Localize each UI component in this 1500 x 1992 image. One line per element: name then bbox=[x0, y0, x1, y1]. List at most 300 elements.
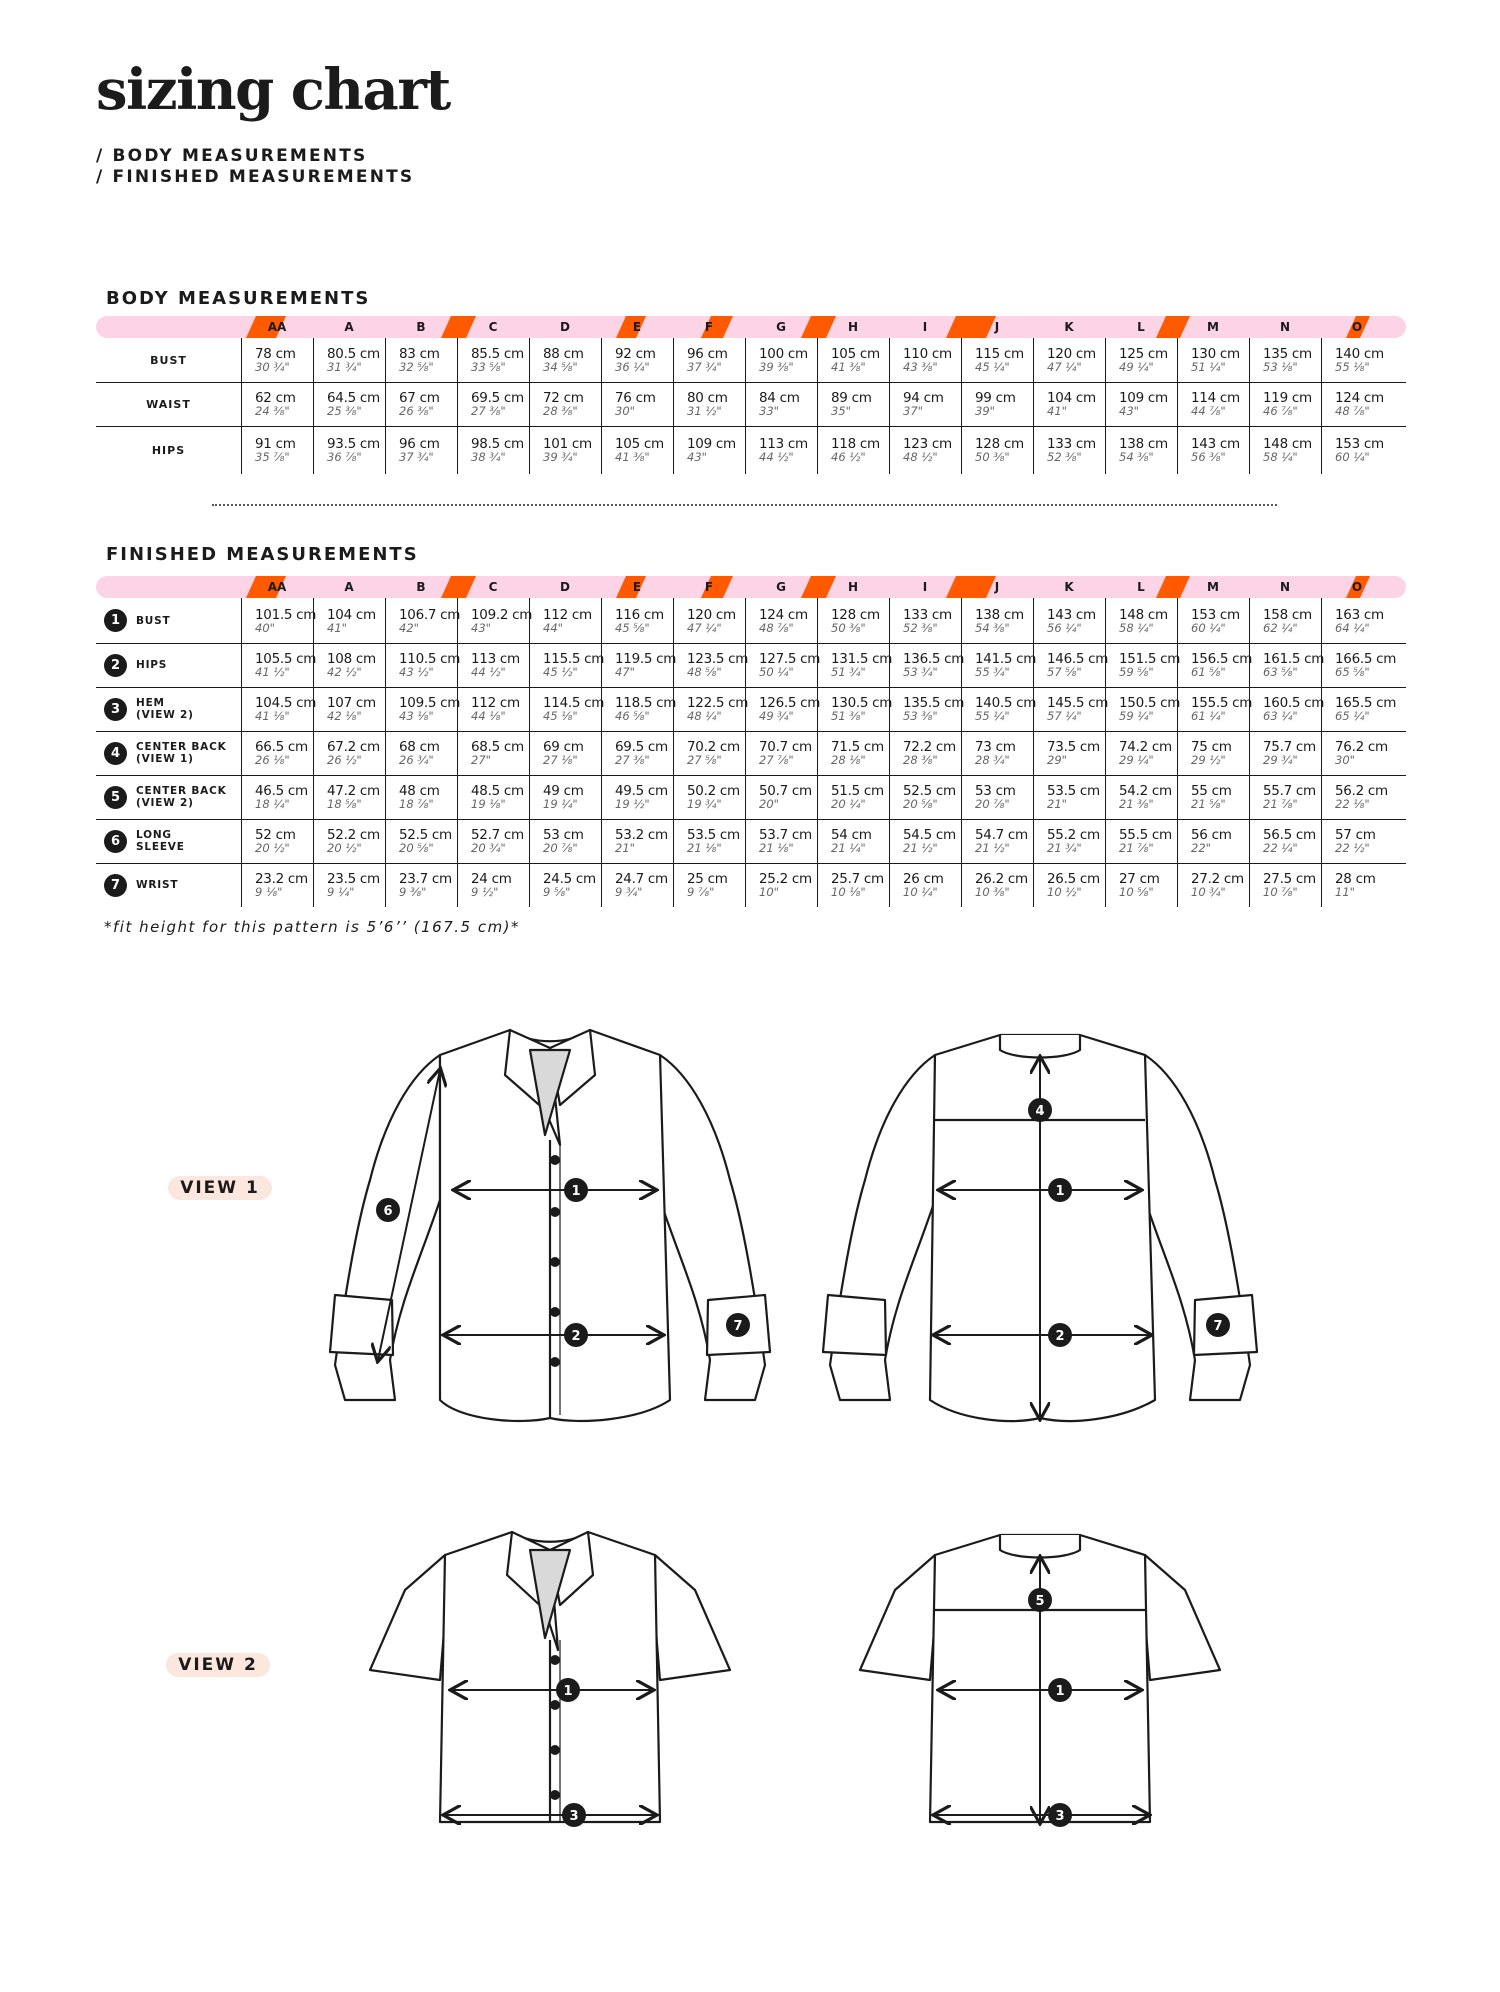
inch-value: 45 ⅝" bbox=[615, 620, 650, 635]
measurement-number-badge: 5 bbox=[104, 786, 127, 809]
inch-value: 26 ¾" bbox=[399, 753, 434, 767]
cm-value: 89 cm bbox=[831, 390, 872, 406]
cm-value: 47.2 cm bbox=[327, 783, 380, 799]
cm-value: 54 cm bbox=[831, 827, 872, 843]
subtitle-line: / FINISHED MEASUREMENTS bbox=[96, 167, 415, 187]
cm-value: 160.5 cm bbox=[1263, 695, 1325, 711]
cm-value: 119.5 cm bbox=[615, 651, 677, 667]
inch-value: 39 ¾" bbox=[543, 450, 578, 464]
cm-value: 56.2 cm bbox=[1335, 783, 1388, 799]
size-header-l: L bbox=[1137, 320, 1145, 334]
inch-value: 65 ⅝" bbox=[1335, 665, 1370, 679]
inch-value: 9 ⅝" bbox=[543, 885, 571, 899]
inch-value: 35 ⅞" bbox=[255, 450, 290, 464]
size-header-i: I bbox=[922, 580, 928, 594]
size-header-e: E bbox=[632, 580, 642, 594]
cm-value: 23.5 cm bbox=[327, 871, 380, 887]
cm-value: 110 cm bbox=[903, 346, 952, 362]
size-header-b: B bbox=[416, 580, 426, 594]
inch-value: 45 ⅛" bbox=[543, 709, 578, 723]
cm-value: 71.5 cm bbox=[831, 739, 884, 755]
inch-value: 41 ½" bbox=[255, 665, 290, 679]
row-label-text: HEM (VIEW 2) bbox=[136, 697, 194, 721]
cm-value: 110.5 cm bbox=[399, 651, 461, 667]
size-header-o: O bbox=[1351, 580, 1363, 594]
inch-value: 56 ⅜" bbox=[1191, 450, 1226, 464]
cm-value: 153 cm bbox=[1191, 606, 1240, 623]
cm-value: 93.5 cm bbox=[327, 436, 380, 452]
cm-value: 53.2 cm bbox=[615, 827, 668, 843]
inch-value: 44 ½" bbox=[759, 450, 794, 464]
inch-value: 21 ¾" bbox=[1047, 841, 1082, 855]
size-header-l: L bbox=[1137, 580, 1145, 594]
cm-value: 133 cm bbox=[1047, 436, 1096, 452]
inch-value: 32 ⅝" bbox=[399, 360, 434, 374]
inch-value: 41 ⅛" bbox=[255, 709, 290, 723]
cm-value: 141.5 cm bbox=[975, 651, 1037, 667]
inch-value: 21 ½" bbox=[975, 841, 1010, 855]
cm-value: 52.2 cm bbox=[327, 827, 380, 843]
cm-value: 155.5 cm bbox=[1191, 695, 1253, 711]
inch-value: 18 ⅞" bbox=[399, 797, 434, 811]
cm-value: 125 cm bbox=[1119, 346, 1168, 362]
subtitle-line: / BODY MEASUREMENTS bbox=[96, 146, 368, 166]
size-header-j: J bbox=[994, 320, 1000, 334]
inch-value: 51 ¼" bbox=[1191, 360, 1226, 374]
cm-value: 140.5 cm bbox=[975, 695, 1037, 711]
view-1-label: VIEW 1 bbox=[168, 1176, 272, 1200]
cm-value: 76.2 cm bbox=[1335, 739, 1388, 755]
inch-value: 19 ¾" bbox=[687, 797, 722, 811]
size-header-b: B bbox=[416, 320, 426, 334]
cm-value: 55 cm bbox=[1191, 783, 1232, 799]
inch-value: 30" bbox=[1335, 753, 1355, 767]
svg-text:3: 3 bbox=[1055, 1809, 1065, 1824]
cm-value: 140 cm bbox=[1335, 346, 1384, 362]
cm-value: 26 cm bbox=[903, 871, 944, 887]
inch-value: 37 ¾" bbox=[399, 450, 434, 464]
cm-value: 131.5 cm bbox=[831, 651, 893, 667]
cm-value: 148 cm bbox=[1263, 436, 1312, 452]
cm-value: 75 cm bbox=[1191, 739, 1232, 755]
finished-section-title: FINISHED MEASUREMENTS bbox=[106, 544, 419, 565]
size-header-g: G bbox=[776, 320, 786, 334]
cm-value: 23.7 cm bbox=[399, 871, 452, 887]
inch-value: 50 ¼" bbox=[759, 665, 794, 679]
cm-value: 27.2 cm bbox=[1191, 871, 1244, 887]
inch-value: 52 ⅜" bbox=[903, 620, 938, 635]
inch-value: 58 ¼" bbox=[1119, 620, 1154, 635]
cm-value: 158 cm bbox=[1263, 606, 1312, 623]
inch-value: 20 ⅞" bbox=[543, 841, 578, 855]
cm-value: 49 cm bbox=[543, 783, 584, 799]
cm-value: 25.2 cm bbox=[759, 871, 812, 887]
cm-value: 27 cm bbox=[1119, 871, 1160, 887]
size-header-m: M bbox=[1207, 580, 1219, 594]
cm-value: 80 cm bbox=[687, 390, 728, 406]
size-header-m: M bbox=[1207, 320, 1219, 334]
inch-value: 47" bbox=[615, 665, 635, 679]
cm-value: 104.5 cm bbox=[255, 695, 317, 711]
size-header-n: N bbox=[1279, 580, 1291, 594]
inch-value: 29 ½" bbox=[1191, 753, 1226, 767]
marker-badge bbox=[1206, 1313, 1230, 1337]
inch-value: 9 ½" bbox=[471, 885, 499, 899]
inch-value: 21 ⅜" bbox=[1119, 797, 1154, 811]
inch-value: 20 ¼" bbox=[831, 797, 866, 811]
inch-value: 21 ⅝" bbox=[1191, 797, 1226, 811]
inch-value: 9 ⅜" bbox=[399, 885, 427, 899]
inch-value: 51 ¾" bbox=[831, 665, 866, 679]
inch-value: 19 ½" bbox=[615, 797, 650, 811]
cm-value: 138 cm bbox=[1119, 436, 1168, 452]
marker-badge bbox=[564, 1178, 588, 1202]
size-header-j: J bbox=[994, 580, 1000, 594]
cm-value: 96 cm bbox=[399, 436, 440, 452]
inch-value: 43 ⅛" bbox=[399, 709, 434, 723]
inch-value: 27 ⅞" bbox=[759, 753, 794, 767]
marker-badge bbox=[1048, 1678, 1072, 1702]
size-header-i: I bbox=[922, 320, 928, 334]
inch-value: 46 ⅞" bbox=[1263, 404, 1298, 418]
svg-text:7: 7 bbox=[733, 1319, 743, 1334]
size-header-a: A bbox=[344, 580, 354, 594]
inch-value: 20 ⅝" bbox=[903, 797, 938, 811]
cm-value: 161.5 cm bbox=[1263, 651, 1325, 667]
size-header-f: F bbox=[704, 320, 714, 334]
size-header-c: C bbox=[488, 580, 498, 594]
cm-value: 104 cm bbox=[1047, 390, 1096, 406]
cm-value: 105.5 cm bbox=[255, 651, 317, 667]
short-sleeve-left bbox=[370, 1555, 445, 1680]
inch-value: 63 ¼" bbox=[1263, 709, 1298, 723]
inch-value: 46 ½" bbox=[831, 450, 866, 464]
inch-value: 26 ⅛" bbox=[255, 753, 290, 767]
inch-value: 57 ¼" bbox=[1047, 709, 1082, 723]
view1-front-shirt bbox=[330, 1030, 770, 1421]
cm-value: 133 cm bbox=[903, 606, 952, 623]
inch-value: 44 ⅞" bbox=[1191, 404, 1226, 418]
cm-value: 120 cm bbox=[687, 606, 736, 623]
cm-value: 74.2 cm bbox=[1119, 739, 1172, 755]
size-header-n: N bbox=[1279, 320, 1291, 334]
cm-value: 80.5 cm bbox=[327, 346, 380, 362]
cm-value: 115 cm bbox=[975, 346, 1024, 362]
cm-value: 145.5 cm bbox=[1047, 695, 1109, 711]
cm-value: 52.7 cm bbox=[471, 827, 524, 843]
inch-value: 10 ⅛" bbox=[831, 885, 866, 899]
inch-value: 21" bbox=[615, 841, 635, 855]
inch-value: 37 ¾" bbox=[687, 360, 722, 374]
inch-value: 54 ⅜" bbox=[975, 620, 1010, 635]
inch-value: 20 ⅝" bbox=[399, 841, 434, 855]
cm-value: 72.2 cm bbox=[903, 739, 956, 755]
inch-value: 22 ½" bbox=[1335, 841, 1370, 855]
inch-value: 27 ⅜" bbox=[471, 404, 506, 418]
inch-value: 28 ⅜" bbox=[543, 404, 578, 418]
cm-value: 73.5 cm bbox=[1047, 739, 1100, 755]
cm-value: 146.5 cm bbox=[1047, 651, 1109, 667]
inch-value: 21 ⅛" bbox=[687, 841, 722, 855]
row-label-text: LONG SLEEVE bbox=[136, 829, 185, 853]
size-header-f: F bbox=[704, 580, 714, 594]
size-header-d: D bbox=[560, 580, 570, 594]
cm-value: 118.5 cm bbox=[615, 695, 677, 711]
cm-value: 56 cm bbox=[1191, 827, 1232, 843]
measurement-number-badge: 7 bbox=[104, 874, 127, 897]
cm-value: 49.5 cm bbox=[615, 783, 668, 799]
cm-value: 46.5 cm bbox=[255, 783, 308, 799]
cm-value: 143 cm bbox=[1191, 436, 1240, 452]
inch-value: 65 ¼" bbox=[1335, 709, 1370, 723]
cm-value: 101 cm bbox=[543, 436, 592, 452]
inch-value: 56 ¼" bbox=[1047, 620, 1082, 635]
size-header-d: D bbox=[560, 320, 570, 334]
inch-value: 44" bbox=[543, 620, 563, 635]
cm-value: 107 cm bbox=[327, 695, 376, 711]
cm-value: 69 cm bbox=[543, 739, 584, 755]
inch-value: 41 ⅜" bbox=[831, 360, 866, 374]
cm-value: 136.5 cm bbox=[903, 651, 965, 667]
inch-value: 49 ¼" bbox=[1119, 360, 1154, 374]
inch-value: 9 ¾" bbox=[615, 885, 643, 899]
svg-text:5: 5 bbox=[1035, 1594, 1045, 1609]
inch-value: 57 ⅝" bbox=[1047, 665, 1082, 679]
size-header-a: A bbox=[344, 320, 354, 334]
cm-value: 113 cm bbox=[759, 436, 808, 452]
cm-value: 151.5 cm bbox=[1119, 651, 1181, 667]
inch-value: 41" bbox=[1047, 404, 1067, 418]
inch-value: 48 ¼" bbox=[687, 709, 722, 723]
cm-value: 135 cm bbox=[1263, 346, 1312, 362]
cm-value: 52.5 cm bbox=[903, 783, 956, 799]
cm-value: 105 cm bbox=[615, 436, 664, 452]
inch-value: 61 ⅝" bbox=[1191, 665, 1226, 679]
cm-value: 96 cm bbox=[687, 346, 728, 362]
inch-value: 41 ⅜" bbox=[615, 450, 650, 464]
inch-value: 10 ⅞" bbox=[1263, 885, 1298, 899]
cm-value: 143 cm bbox=[1047, 606, 1096, 623]
inch-value: 42 ⅛" bbox=[327, 709, 362, 723]
inch-value: 21 ½" bbox=[903, 841, 938, 855]
inch-value: 10 ¾" bbox=[1191, 885, 1226, 899]
cm-value: 48 cm bbox=[399, 783, 440, 799]
inch-value: 53 ⅛" bbox=[1263, 360, 1298, 374]
cm-value: 124 cm bbox=[759, 606, 808, 623]
footnote: *fit height for this pattern is 5’6’’ (167.5 cm)* bbox=[104, 918, 521, 936]
cm-value: 52.5 cm bbox=[399, 827, 452, 843]
cm-value: 119 cm bbox=[1263, 390, 1312, 406]
inch-value: 20 ⅞" bbox=[975, 797, 1010, 811]
marker-badge bbox=[562, 1803, 586, 1827]
inch-value: 31 ½" bbox=[687, 404, 722, 418]
cm-value: 148 cm bbox=[1119, 606, 1168, 623]
inch-value: 27 ⅝" bbox=[687, 753, 722, 767]
inch-value: 37" bbox=[903, 404, 923, 418]
cm-value: 83 cm bbox=[399, 346, 440, 362]
inch-value: 46 ⅝" bbox=[615, 709, 650, 723]
row-label: WAIST bbox=[146, 397, 191, 411]
inch-value: 21" bbox=[1047, 797, 1067, 811]
cm-value: 122.5 cm bbox=[687, 695, 749, 711]
inch-value: 33" bbox=[759, 404, 779, 418]
inch-value: 29" bbox=[1047, 753, 1067, 767]
inch-value: 48 ⅞" bbox=[759, 620, 794, 635]
inch-value: 20 ½" bbox=[327, 841, 362, 855]
svg-text:6: 6 bbox=[383, 1204, 393, 1219]
svg-text:2: 2 bbox=[571, 1329, 581, 1344]
cm-value: 52 cm bbox=[255, 827, 296, 843]
inch-value: 18 ¼" bbox=[255, 797, 290, 811]
inch-value: 60 ¼" bbox=[1191, 620, 1226, 635]
cm-value: 68.5 cm bbox=[471, 739, 524, 755]
cm-value: 85.5 cm bbox=[471, 346, 524, 362]
inch-value: 19 ⅛" bbox=[471, 797, 506, 811]
cm-value: 26.2 cm bbox=[975, 871, 1028, 887]
inch-value: 30" bbox=[615, 404, 635, 418]
row-label-text: CENTER BACK (VIEW 2) bbox=[136, 785, 227, 809]
size-header-k: K bbox=[1064, 320, 1074, 334]
cm-value: 54.2 cm bbox=[1119, 783, 1172, 799]
cm-value: 166.5 cm bbox=[1335, 651, 1397, 667]
inch-value: 29 ¼" bbox=[1119, 753, 1154, 767]
cm-value: 105 cm bbox=[831, 346, 880, 362]
cm-value: 55.2 cm bbox=[1047, 827, 1100, 843]
cm-value: 50.2 cm bbox=[687, 783, 740, 799]
svg-text:4: 4 bbox=[1035, 1104, 1045, 1119]
inch-value: 59 ⅝" bbox=[1119, 665, 1154, 679]
inch-value: 44 ½" bbox=[471, 665, 506, 679]
size-header-c: C bbox=[488, 320, 498, 334]
measurement-number-badge: 2 bbox=[104, 654, 127, 677]
inch-value: 19 ¼" bbox=[543, 797, 578, 811]
cm-value: 27.5 cm bbox=[1263, 871, 1316, 887]
measurement-number-badge: 6 bbox=[104, 830, 127, 853]
svg-text:3: 3 bbox=[569, 1809, 579, 1824]
cm-value: 114 cm bbox=[1191, 390, 1240, 406]
inch-value: 42" bbox=[399, 620, 419, 635]
row-label: HIPS bbox=[151, 443, 186, 457]
cm-value: 100 cm bbox=[759, 346, 808, 362]
size-header-o: O bbox=[1351, 320, 1363, 334]
inch-value: 33 ⅝" bbox=[471, 360, 506, 374]
cm-value: 55.5 cm bbox=[1119, 827, 1172, 843]
cm-value: 101.5 cm bbox=[255, 606, 317, 623]
inch-value: 52 ⅜" bbox=[1047, 450, 1082, 464]
cm-value: 108 cm bbox=[327, 651, 376, 667]
inch-value: 51 ⅜" bbox=[831, 709, 866, 723]
cm-value: 165.5 cm bbox=[1335, 695, 1397, 711]
inch-value: 48 ½" bbox=[903, 450, 938, 464]
svg-text:1: 1 bbox=[1055, 1684, 1065, 1699]
inch-value: 9 ¼" bbox=[327, 885, 355, 899]
size-header-e: E bbox=[632, 320, 642, 334]
cm-value: 67.2 cm bbox=[327, 739, 380, 755]
inch-value: 41" bbox=[327, 620, 347, 635]
marker-badge bbox=[1028, 1098, 1052, 1122]
inch-value: 55 ¾" bbox=[975, 665, 1010, 679]
cm-value: 113 cm bbox=[471, 651, 520, 667]
inch-value: 49 ¾" bbox=[759, 709, 794, 723]
inch-value: 27 ⅛" bbox=[543, 753, 578, 767]
view-2-label: VIEW 2 bbox=[166, 1653, 270, 1677]
view2-front-shirt bbox=[370, 1532, 730, 1822]
inch-value: 36 ⅞" bbox=[327, 450, 362, 464]
inch-value: 40" bbox=[255, 620, 275, 635]
cm-value: 55.7 cm bbox=[1263, 783, 1316, 799]
inch-value: 43" bbox=[687, 450, 707, 464]
cm-value: 92 cm bbox=[615, 346, 656, 362]
short-sleeve-right bbox=[655, 1555, 730, 1680]
marker-badge bbox=[564, 1323, 588, 1347]
size-header-h: H bbox=[847, 320, 859, 334]
cm-value: 25.7 cm bbox=[831, 871, 884, 887]
cm-value: 62 cm bbox=[255, 390, 296, 406]
measurement-number-badge: 1 bbox=[104, 609, 127, 632]
size-header-k: K bbox=[1064, 580, 1074, 594]
cm-value: 124 cm bbox=[1335, 390, 1384, 406]
cm-value: 54.7 cm bbox=[975, 827, 1028, 843]
row-label: BUST bbox=[150, 353, 187, 367]
size-header-aa: AA bbox=[267, 580, 287, 594]
size-header-h: H bbox=[847, 580, 859, 594]
inch-value: 60 ¼" bbox=[1335, 450, 1370, 464]
inch-value: 59 ¼" bbox=[1119, 709, 1154, 723]
cm-value: 153 cm bbox=[1335, 436, 1384, 452]
cm-value: 109.2 cm bbox=[471, 606, 533, 623]
inch-value: 20 ½" bbox=[255, 841, 290, 855]
inch-value: 22 ¼" bbox=[1263, 841, 1298, 855]
cm-value: 53.5 cm bbox=[687, 827, 740, 843]
inch-value: 21 ⅞" bbox=[1263, 797, 1298, 811]
cm-value: 69.5 cm bbox=[471, 390, 524, 406]
size-header-g: G bbox=[776, 580, 786, 594]
cm-value: 123 cm bbox=[903, 436, 952, 452]
inch-value: 55 ⅛" bbox=[1335, 360, 1370, 374]
cm-value: 76 cm bbox=[615, 390, 656, 406]
cm-value: 48.5 cm bbox=[471, 783, 524, 799]
inch-value: 50 ⅜" bbox=[975, 450, 1010, 464]
cm-value: 24.5 cm bbox=[543, 871, 596, 887]
cm-value: 135.5 cm bbox=[903, 695, 965, 711]
inch-value: 10 ⅜" bbox=[975, 885, 1010, 899]
cm-value: 66.5 cm bbox=[255, 739, 308, 755]
inch-value: 24 ⅜" bbox=[255, 404, 290, 418]
cm-value: 53 cm bbox=[975, 783, 1016, 799]
inch-value: 54 ⅜" bbox=[1119, 450, 1154, 464]
row-label-text: BUST bbox=[136, 614, 171, 627]
cm-value: 50.7 cm bbox=[759, 783, 812, 799]
svg-text:1: 1 bbox=[563, 1684, 573, 1699]
cm-value: 98.5 cm bbox=[471, 436, 524, 452]
cm-value: 104 cm bbox=[327, 606, 376, 623]
marker-badge bbox=[1028, 1588, 1052, 1612]
cm-value: 94 cm bbox=[903, 390, 944, 406]
inch-value: 27" bbox=[471, 753, 491, 767]
inch-value: 47 ¼" bbox=[687, 620, 722, 635]
inch-value: 31 ¾" bbox=[327, 360, 362, 374]
svg-text:7: 7 bbox=[1213, 1319, 1223, 1334]
inch-value: 20 ¾" bbox=[471, 841, 506, 855]
svg-text:1: 1 bbox=[571, 1184, 581, 1199]
cm-value: 150.5 cm bbox=[1119, 695, 1181, 711]
cm-value: 127.5 cm bbox=[759, 651, 821, 667]
inch-value: 39" bbox=[975, 404, 995, 418]
cm-value: 128 cm bbox=[975, 436, 1024, 452]
inch-value: 10 ½" bbox=[1047, 885, 1082, 899]
row-label-text: WRIST bbox=[136, 879, 179, 891]
inch-value: 43" bbox=[1119, 404, 1139, 418]
